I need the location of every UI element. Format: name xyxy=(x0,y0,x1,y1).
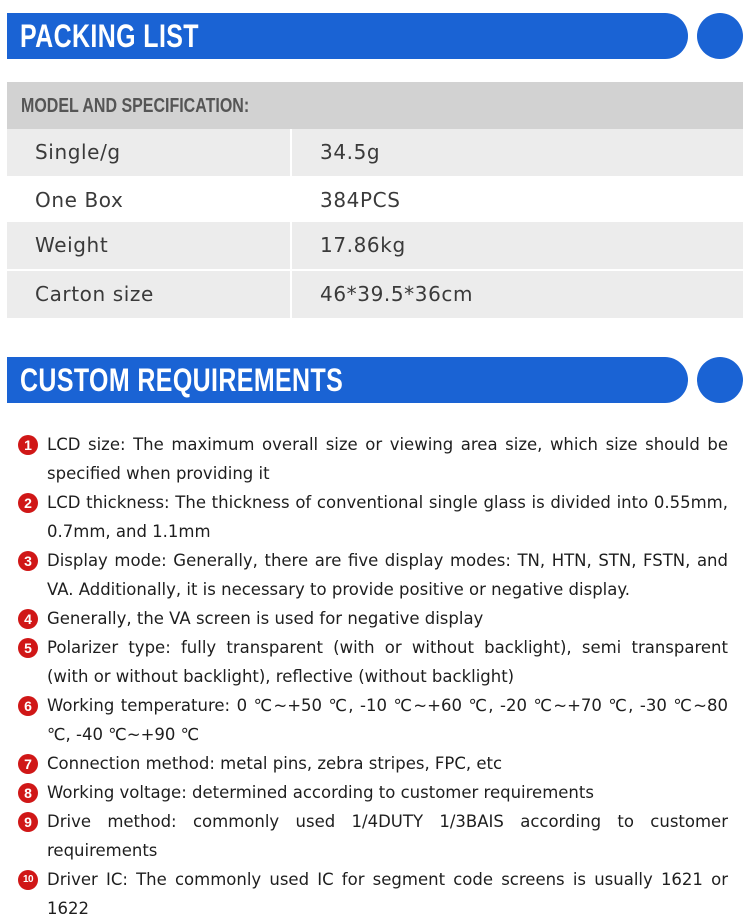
banner-circle-decoration xyxy=(697,357,743,403)
numbered-bullet-icon: 1 xyxy=(18,435,38,455)
list-item xyxy=(18,488,728,546)
spec-label-cell xyxy=(7,222,290,269)
list-item-text: LCD size: The maximum overall size or viewing area size, which size should be specified when providing it xyxy=(47,435,728,483)
spec-value: 34.5g xyxy=(320,140,381,164)
list-item-text: Working voltage: determined according to customer requirements xyxy=(47,783,594,802)
numbered-bullet-icon: 7 xyxy=(18,754,38,774)
spec-value-cell xyxy=(292,177,743,224)
spec-value: 384PCS xyxy=(320,188,401,212)
banner-circle-decoration xyxy=(697,13,743,59)
list-item xyxy=(18,749,728,778)
list-item xyxy=(18,633,728,691)
numbered-bullet-icon: 10 xyxy=(18,870,38,890)
spec-row-weight xyxy=(7,222,743,269)
spec-row-single xyxy=(7,129,743,176)
spec-value: 17.86kg xyxy=(320,233,406,257)
list-item-text: LCD thickness: The thickness of conventional single glass is divided into 0.55mm, 0.7mm, and 1.1mm xyxy=(47,493,728,541)
numbered-bullet-icon: 5 xyxy=(18,638,38,658)
packing-list-banner xyxy=(7,13,688,59)
list-item xyxy=(18,604,728,633)
spec-label: Weight xyxy=(35,233,109,257)
numbered-bullet-icon: 8 xyxy=(18,783,38,803)
spec-value-cell xyxy=(292,129,743,176)
numbered-bullet-icon: 4 xyxy=(18,609,38,629)
spec-row-one-box xyxy=(7,177,743,224)
list-item-text: Drive method: commonly used 1/4DUTY 1/3BAIS according to customer requirements xyxy=(47,812,728,860)
spec-row-carton-size xyxy=(7,271,743,318)
list-item-text: Driver IC: The commonly used IC for segment code screens is usually 1621 or 1622 xyxy=(47,870,728,916)
list-item xyxy=(18,865,728,916)
numbered-bullet-icon: 9 xyxy=(18,812,38,832)
list-item-text: Display mode: Generally, there are five display modes: TN, HTN, STN, FSTN, and VA. Additionally, it is necessary to provide positive or negative display. xyxy=(47,551,728,599)
spec-value-cell xyxy=(292,271,743,318)
spec-label-cell xyxy=(7,271,290,318)
spec-value-cell xyxy=(292,222,743,269)
custom-requirements-banner xyxy=(7,357,688,403)
packing-list-title: PACKING LIST xyxy=(20,18,199,54)
requirements-list xyxy=(18,430,728,916)
spec-label-cell xyxy=(7,129,290,176)
numbered-bullet-icon: 3 xyxy=(18,551,38,571)
list-item xyxy=(18,778,728,807)
spec-value: 46*39.5*36cm xyxy=(320,282,474,306)
numbered-bullet-icon: 2 xyxy=(18,493,38,513)
list-item-text: Generally, the VA screen is used for negative display xyxy=(47,609,484,628)
spec-label: Single/g xyxy=(35,140,121,164)
list-item xyxy=(18,691,728,749)
spec-label-cell xyxy=(7,177,290,224)
spec-label: One Box xyxy=(35,188,124,212)
list-item xyxy=(18,546,728,604)
list-item xyxy=(18,430,728,488)
numbered-bullet-icon: 6 xyxy=(18,696,38,716)
list-item-text: Polarizer type: fully transparent (with or without backlight), semi transparent (with or without backlight), reflective (without backlight) xyxy=(47,638,728,686)
list-item xyxy=(18,807,728,865)
spec-label: Carton size xyxy=(35,282,154,306)
spec-table-header-label: MODEL AND SPECIFICATION: xyxy=(21,95,250,117)
custom-requirements-title: CUSTOM REQUIREMENTS xyxy=(20,362,344,398)
list-item-text: Working temperature: 0 ℃~+50 ℃, -10 ℃~+60 ℃, -20 ℃~+70 ℃, -30 ℃~80 ℃, -40 ℃~+90 ℃ xyxy=(47,696,728,744)
spec-table-header xyxy=(7,82,743,129)
list-item-text: Connection method: metal pins, zebra stripes, FPC, etc xyxy=(47,754,503,773)
